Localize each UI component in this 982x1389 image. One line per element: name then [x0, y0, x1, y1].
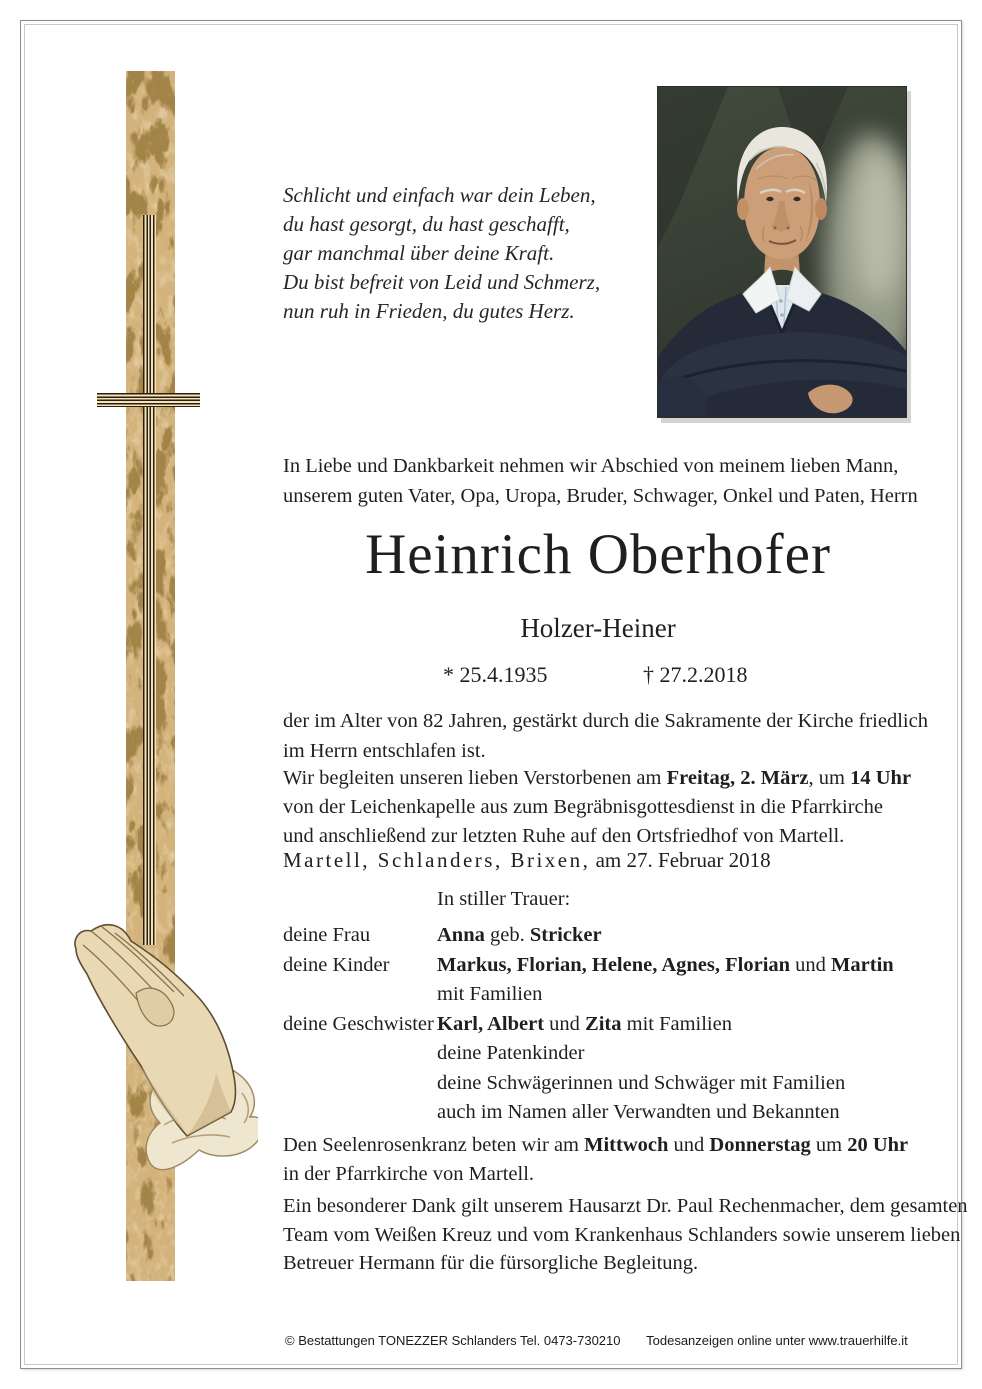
family-row: [283, 1010, 913, 1040]
family-row-value: deine Patenkinder: [437, 1042, 585, 1064]
cross-vertical-bar: [143, 215, 156, 945]
praying-hands-image: [60, 897, 258, 1185]
family-row: [283, 1069, 913, 1128]
family-row-label: [283, 1069, 437, 1128]
memorial-poem: Schlicht und einfach war dein Leben, du hast gesorgt, du hast geschafft, gar manchmal über deine Kraft. Du bist befreit von Leid und Schmerz, nun ruh in Frieden, du gutes Herz.: [283, 183, 601, 323]
deceased-name: Heinrich Oberhofer: [365, 523, 831, 586]
portrait-photo: [657, 86, 907, 418]
cross-horizontal-bar: [97, 393, 200, 407]
family-row-label: deine Geschwister: [283, 1012, 434, 1035]
funeral-paragraph: Wir begleiten unseren lieben Verstorbenen am Freitag, 2. März, um 14 Uhr von der Leichenkapelle aus zum Begräbnisgottesdienst in die Pfarrkirche und anschließend zur letzten Ruhe auf den Ortsfriedhof von Martell.: [283, 767, 912, 847]
family-row: [283, 1039, 913, 1069]
mourning-family-list: [283, 921, 913, 1128]
death-paragraph: der im Alter von 82 Jahren, gestärkt durch die Sakramente der Kirche friedlich im Herrn entschlafen ist.: [283, 710, 928, 762]
family-row: [283, 921, 913, 951]
family-row-label: deine Kinder: [283, 953, 390, 976]
family-row-label: deine Frau: [283, 924, 371, 946]
life-dates: [283, 660, 913, 690]
death-date: † 27.2.2018: [643, 662, 748, 687]
family-row-value: deine Schwägerinnen und Schwäger mit Familien auch im Namen aller Verwandten und Bekannten: [437, 1071, 846, 1123]
funeral-home-credit: © Bestattungen TONEZZER Schlanders Tel. 0473-730210: [285, 1333, 621, 1348]
family-row-value: Anna geb. Stricker: [437, 924, 602, 946]
family-row-label: [283, 1039, 437, 1069]
funeral-home-footer: [285, 1333, 908, 1348]
deceased-nickname: Holzer-Heiner: [520, 613, 676, 643]
mourning-header: In stiller Trauer:: [437, 888, 571, 910]
date-text: am 27. Februar 2018: [590, 848, 771, 872]
places-text: Martell, Schlanders, Brixen,: [283, 848, 591, 872]
family-row-value: Karl, Albert und Zita mit Familien: [437, 1012, 732, 1035]
family-row: [283, 951, 913, 1010]
obituary-portal-note: Todesanzeigen online unter www.trauerhilfe.it: [646, 1333, 908, 1348]
family-row-value: Markus, Florian, Helene, Agnes, Florian und Martin mit Familien: [437, 953, 894, 1005]
announcement-intro: In Liebe und Dankbarkeit nehmen wir Abschied von meinem lieben Mann, unserem guten Vater, Opa, Uropa, Bruder, Schwager, Onkel und Paten, Herrn: [283, 455, 918, 507]
place-dateline: [283, 845, 913, 875]
birth-date: * 25.4.1935: [443, 662, 548, 687]
rosary-paragraph: Den Seelenrosenkranz beten wir am Mittwoch und Donnerstag um 20 Uhr in der Pfarrkirche von Martell.: [283, 1134, 909, 1185]
thanks-paragraph: Ein besonderer Dank gilt unserem Hausarzt Dr. Paul Rechenmacher, dem gesamten Team vom Weißen Kreuz und vom Krankenhaus Schlanders sowie unserem lieben Betreuer Hermann für die fürsorgliche Begleitung.: [283, 1195, 968, 1274]
